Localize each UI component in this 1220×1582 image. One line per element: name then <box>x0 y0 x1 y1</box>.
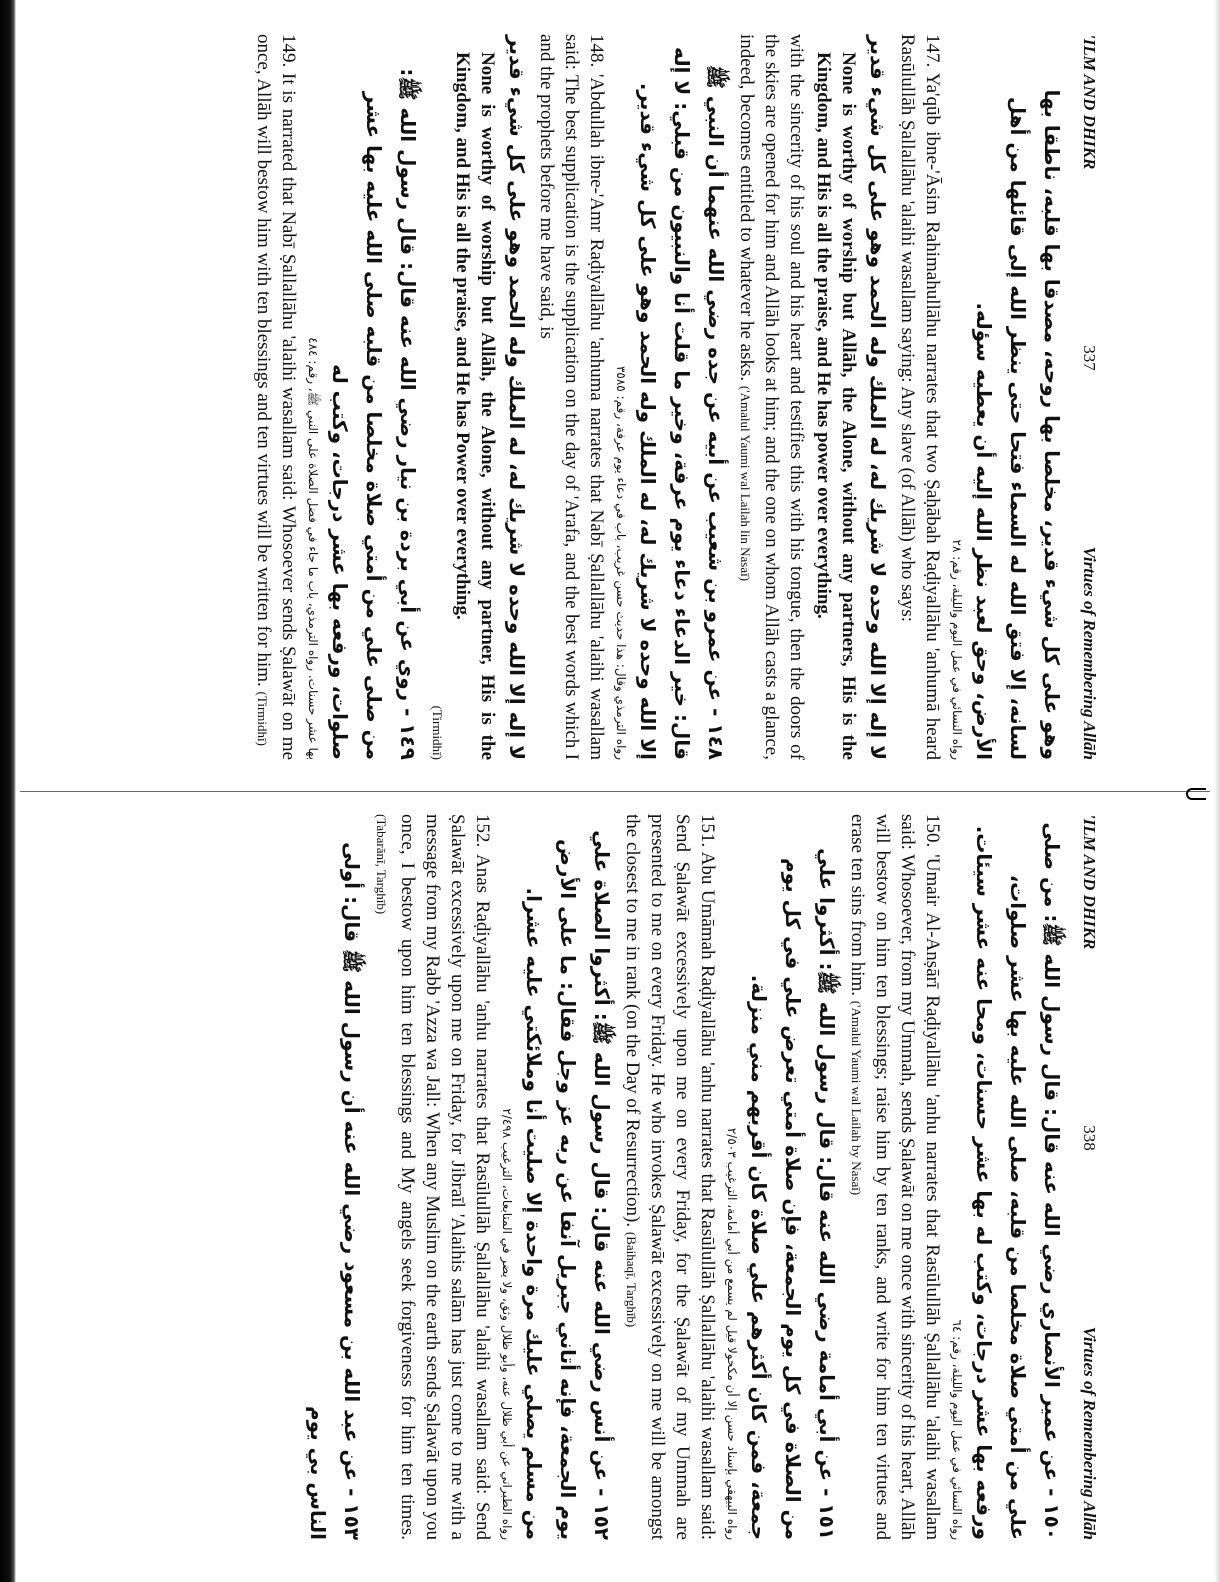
arabic-kalima-148: لا إله إلا الله وحده لا شريك له، له الملك وله الحمد وهو على كل شيء قدير <box>505 35 529 760</box>
running-head-left: 'ILM AND DHIKR <box>1080 34 1099 170</box>
hadith-152 <box>369 814 495 1540</box>
page-gutter <box>0 788 1220 796</box>
arabic-text-149: ١٤٩ - روي عن أبي بردة بن نيار رضي الله عنه قال: قال رسول الله ﷺ: من صلى علي من أمتي صلاة مخلصا من قلبه صلى الله عليه بها عشر صلوات، ورفعه بها عشر درجات، وكتب له <box>328 68 420 760</box>
hadith-147-continued <box>733 34 809 760</box>
hadith-151 <box>619 814 720 1540</box>
arabic-source-152: رواه الطبراني عن أبي ظلال عنه، وأبو ظلال وثق، ولا يضر في المتابعات، الترغيب ٢/٤٩٨ <box>500 1108 514 1540</box>
page-number: 337 <box>1080 345 1099 371</box>
reference-150: ('Amalul Yaumi wal Lailah by Nasaī) <box>849 1000 864 1196</box>
page-337-content <box>102 26 1102 766</box>
hadith-147: 147. Ya'qūb ibne-'Āsim Rahimahullāhu narrates that two Ṣaḥābah Raḍiyallāhu 'anhumā heard Rasūlullāh Ṣallallāhu 'alaihi wasallam saying: Any slave (of Allāh) who says: <box>897 34 943 760</box>
reference-151: (Baihaqī, Targhīb) <box>624 1231 639 1328</box>
arabic-source-149: بها عشر حسنات. رواه الترمذي، باب ما جاء في فضل الصلاة على النبي ﷺ، رقم: ٤٨٤ <box>306 337 320 760</box>
page-337-header <box>1077 34 1102 760</box>
arabic-kalima-147: لا إله إلا الله وحده لا شريك له، له الملك وله الحمد وهو على كل شيء قدير <box>866 35 890 760</box>
hadith-151-body: 151. Abu Umāmah Raḍiyallāhu 'anhu narrates that Rasūlullāh Ṣallallāhu 'alaihi wasallam said: Send Ṣalawāt excessively upon me on every Friday, for the Ṣalawāt of my Ummah are presented to me on every Friday. He who invokes Ṣalawāt excessively on me will be amongst the closest to me in rank (on the Day of Resurrection). <box>622 814 718 1540</box>
running-head-right: Virtues of Remembering Allāh <box>1080 1326 1099 1540</box>
hadith-147-body: with the sincerity of his soul and his heart and testifies this with his tongue, then the doors of the skies are opened for him and Allāh looks at him; and the one on whom Allāh casts a glance, indeed, becomes entitled to whatever he asks. <box>736 34 807 760</box>
page-338 <box>102 806 1102 1546</box>
hadith-149 <box>250 34 301 760</box>
page-338-header <box>1077 814 1102 1540</box>
page-337 <box>102 26 1102 766</box>
page-338-content <box>102 806 1102 1546</box>
arabic-source-148: رواه الترمذي وقال: هذا حديث حسن غريب، باب في دعاء يوم عرفة، رقم: ٣٥٨٥ <box>614 365 628 760</box>
arabic-text-147: وهو على كل شيء قدير، مخلصا بها روحه، مصدقا بها قلبه، ناطقا بها لسانه، إلا فتق الله له السماء فتحا حتى ينظر الله إلى قائلها من أهل الأرض، وحق لعبد نظر الله إليه أن يعطيه سؤله. <box>972 89 1064 760</box>
arabic-text-152: ١٥٢ - عن أنس رضي الله عنه قال: قال رسول الله ﷺ: أكثروا الصلاة علي يوم الجمعة، فإنه أتاني جبريل آنفا عن ربه عز وجل فقال: ما على الأرض من مسلم يصلي عليك مرة واحدة إلا صليت أنا وملائكتي عليه عشرا. <box>522 830 614 1540</box>
arabic-text-151: ١٥١ - عن أبي أمامة رضي الله عنه قال: قال رسول الله ﷺ: أكثروا علي من الصلاة في كل يوم الجمعة، فإن صلاة أمتي تعرض علي في كل يوم جمعة، فمن كان أكثرهم علي صلاة كان أقربهم مني منزلة. <box>747 848 839 1540</box>
hadith-152-body: 152. Anas Raḍiyallāhu 'anhu narrates that Rasūlullāh Ṣallallāhu 'alaihi wasallam said: Send Ṣalawāt excessively upon me on Friday, for Jibraīl 'Alaihis salām has just come to me with a message from my Rabb 'Azza wa Jall: When any Muslim on the earth sends Ṣalawāt upon you once, I bestow upon him ten blessings and My angels seek forgiveness for him ten times. <box>397 814 493 1540</box>
running-head-right: Virtues of Remembering Allāh <box>1080 546 1099 760</box>
reference-152: (Tabarānī, Targhīb) <box>374 814 389 915</box>
arabic-text-153: ١٥٣ - عن عبد الله بن مسعود رضي الله عنه أن رسول الله ﷺ قال: أولى الناس بي يوم <box>306 842 364 1540</box>
reference-149: (Tirmidhī) <box>255 691 270 746</box>
arabic-text-150: ١٥٠ - عن عمير الأنصاري رضي الله عنه قال: قال رسول الله ﷺ: من صلى علي من أمتي صلاة مخلصا من قلبه، صلى الله عليه بها عشر صلوات، ورفعه بها عشر درجات، وكتب له بها عشر حسنات، ومحا عنه عشر سيئات. <box>972 822 1064 1540</box>
arabic-source-147: رواه النسائي في عمل اليوم والليلة، رقم: ٢٨ <box>950 539 964 760</box>
translation-148: None is worthy of worship but Allāh, the Alone, without any partner, His is the Kingdom, and His is all the praise, and He has Power over everything. <box>452 52 498 760</box>
translation-147: None is worthy of worship but Allāh, the Alone, without any partners, His is the Kingdom, and His is all the praise, and He has power over everything. <box>813 52 859 760</box>
reference-148: (Tirmidhī) <box>430 705 445 760</box>
hadith-148: 148. 'Abdullah ibne-'Amr Raḍiyallāhu 'anhuma narrates that Nabī Ṣallallāhu 'alaihi wasallam said: The best supplication is the supplication on the day of 'Arafa, and the best words which I and the prophets before me have said, is <box>536 34 607 760</box>
hadith-150 <box>844 814 945 1540</box>
gutter-fold-mark <box>1186 788 1206 800</box>
hadith-149-body: 149. It is narrated that Nabī Ṣallallāhu 'alaihi wasallam said: Whosoever sends Ṣalawāt on me once, Allāh will bestow him with ten blessings and ten virtues will be written for him. <box>253 34 299 760</box>
running-head-left: 'ILM AND DHIKR <box>1080 814 1099 950</box>
page-number: 338 <box>1080 1125 1099 1151</box>
reference-147: ('Amalul Yaumi wal Lailah lin Nasaī) <box>738 385 753 582</box>
arabic-text-148: ١٤٨ - عن عمرو بن شعيب عن أبيه عن جده رضي الله عنهما أن النبي ﷺ قال: خير الدعاء دعاء يوم عرفة، وخير ما قلت أنا والنبيون من قبلي: لا إله إلا الله وحده لا شريك له، له الملك وله الحمد وهو على كل شيء قدير. <box>636 46 728 760</box>
gutter-line <box>20 791 1210 792</box>
hadith-150-body: 150. 'Umair Al-Anṣārī Raḍiyallāhu 'anhu narrates that Rasūlullāh Ṣallallāhu 'alaihi wasallam said: Whosoever, from my Ummah, sends Ṣalawāt on me once with sincerity of his heart, Allāh will bestow on him ten blessings; raise him by ten ranks, and write for him ten virtues and erase ten sins from him. <box>847 814 943 1541</box>
arabic-source-150: رواه النسائي في عمل اليوم والليلة، رقم: ٦٤ <box>950 1319 964 1540</box>
arabic-source-151: رواه البيهقي بإسناد حسن إلا أن مكحولا قيل لم يسمع من أبي أمامة، الترغيب ٢/٥٠٣ <box>725 1127 739 1540</box>
